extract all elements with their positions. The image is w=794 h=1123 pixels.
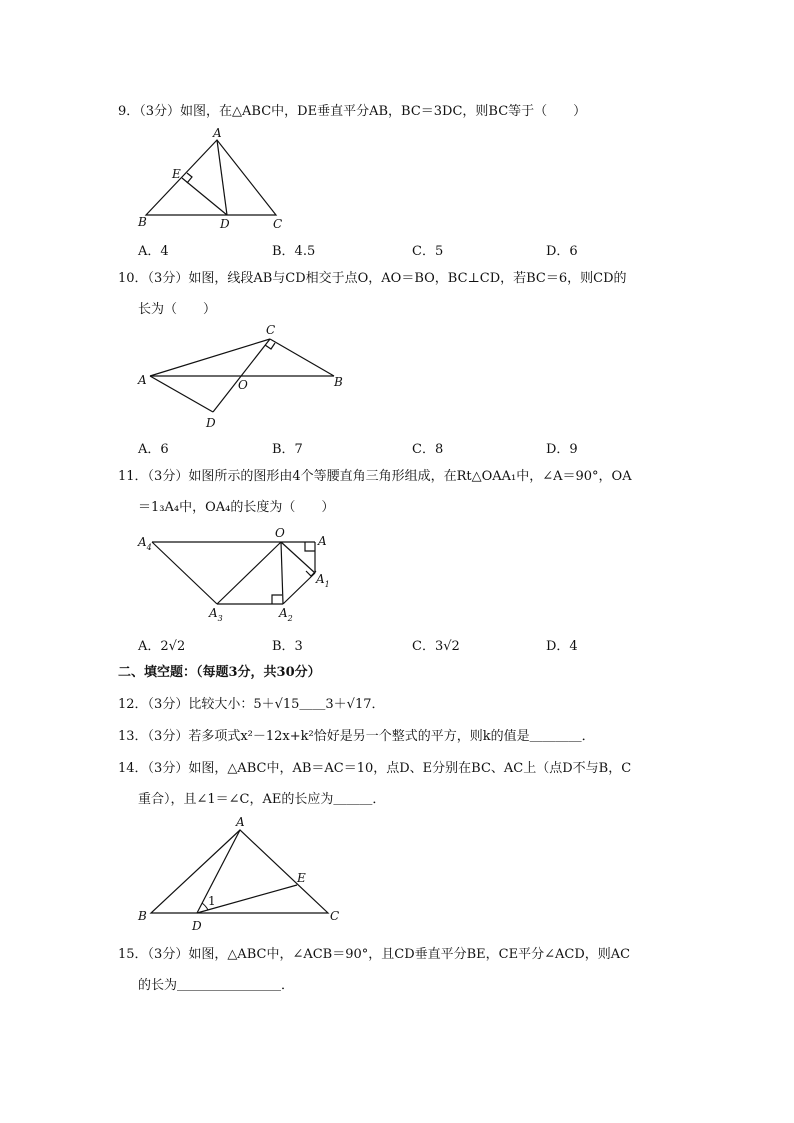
q10-stem-line1: 10．（3分）如图，线段AB与CD相交于点O，AO＝BO，BC⊥CD，若BC＝6，则CD的 — [118, 271, 627, 286]
q11-segment-a1-a2 — [283, 573, 315, 604]
q14-segment-de — [197, 885, 297, 913]
q10-label-a: A — [138, 373, 147, 387]
q14-angle-arc — [202, 903, 208, 910]
q11-option-a[interactable]: A．2√2 — [138, 639, 186, 654]
q11-label-a2: $A_2$ — [279, 606, 293, 623]
q9-label-d: D — [220, 217, 230, 231]
q11-segment-o-a2 — [281, 542, 283, 604]
q14-label-b: B — [138, 909, 147, 923]
q15-stem-line1: 15．（3分）如图，△ABC中，∠ACB＝90°，且CD垂直平分BE，CE平分∠ACD，则AC — [118, 947, 631, 962]
q11-label-a4: $A_4$ — [138, 535, 152, 552]
q11-label-a: A — [318, 534, 327, 548]
q11-stem-line1: 11．（3分）如图所示的图形由4个等腰直角三角形组成，在Rt△OAA₁中，∠A＝90°，OA — [118, 469, 632, 484]
q14-label-a: A — [236, 815, 245, 829]
q11-option-b[interactable]: B．3 — [272, 639, 303, 654]
q9-option-c[interactable]: C．5 — [412, 244, 444, 259]
q10-right-angle-mark — [265, 343, 275, 349]
q9-segment-de — [182, 178, 227, 215]
q10-label-c: C — [266, 323, 276, 337]
q9-label-e: E — [172, 167, 181, 181]
q10-option-b[interactable]: B．7 — [272, 442, 303, 457]
q13-text: 13．（3分）若多项式x²－12x+k²恰好是另一个整式的平方，则k的值是＿＿＿＿． — [118, 729, 595, 744]
q9-label-a: A — [213, 126, 222, 140]
q10-segment-cb — [270, 339, 334, 376]
q14-label-one: 1 — [208, 894, 216, 908]
q9-stem: 9．（3分）如图，在△ABC中，DE垂直平分AB，BC＝3DC，则BC等于（ ） — [118, 104, 587, 119]
q14-label-c: C — [330, 909, 340, 923]
q11-segment-a4-a3 — [152, 542, 217, 604]
q11-option-d[interactable]: D．4 — [546, 639, 578, 654]
q14-stem-line1: 14．（3分）如图，△ABC中，AB＝AC＝10，点D、E分别在BC、AC上（点D不与B，C — [118, 761, 632, 776]
q14-triangle — [151, 830, 328, 913]
q11-segment-o-a1 — [281, 542, 315, 573]
q10-label-o: O — [238, 378, 248, 392]
q11-right-angle-a1 — [306, 571, 316, 576]
q10-segment-ac — [150, 339, 270, 376]
q14-stem-line2: 重合），且∠1＝∠C，AE的长应为＿＿＿． — [138, 792, 386, 807]
q11-label-o: O — [275, 526, 285, 540]
q10-segment-ad — [150, 376, 213, 412]
q10-label-b: B — [334, 375, 343, 389]
q11-option-c[interactable]: C．3√2 — [412, 639, 460, 654]
q9-label-c: C — [273, 217, 283, 231]
q10-segment-cd — [213, 339, 270, 412]
q12-text: 12．（3分）比较大小：5＋√15＿＿3＋√17． — [118, 697, 385, 712]
q9-option-d[interactable]: D．6 — [546, 244, 578, 259]
q9-segment-ad — [217, 140, 227, 215]
q11-label-a3: $A_3$ — [209, 606, 223, 623]
q9-option-b[interactable]: B．4.5 — [272, 244, 316, 259]
q11-label-a1: $A_1$ — [316, 572, 330, 589]
section2-title: 二、填空题：（每题3分，共30分） — [118, 665, 321, 680]
q9-triangle — [146, 140, 276, 215]
q14-label-d: D — [192, 919, 202, 933]
q10-stem-line2: 长为（ ） — [138, 302, 217, 317]
q11-stem-line2: ＝1₃A₄中，OA₄的长度为（ ） — [138, 500, 335, 515]
q10-option-a[interactable]: A．6 — [138, 442, 169, 457]
q10-option-c[interactable]: C．8 — [412, 442, 444, 457]
q9-right-angle-mark — [187, 173, 192, 183]
q10-option-d[interactable]: D．9 — [546, 442, 578, 457]
q11-segment-o-a3 — [217, 542, 281, 604]
q10-label-d: D — [206, 416, 216, 430]
q11-right-angle-a — [305, 542, 315, 551]
q14-segment-ad — [197, 830, 240, 913]
q9-label-b: B — [138, 215, 147, 229]
q14-label-e: E — [297, 871, 306, 885]
q15-stem-line2: 的长为＿＿＿＿＿＿＿＿． — [138, 978, 295, 993]
q9-option-a[interactable]: A．4 — [138, 244, 169, 259]
q11-right-angle-a2 — [272, 595, 282, 604]
